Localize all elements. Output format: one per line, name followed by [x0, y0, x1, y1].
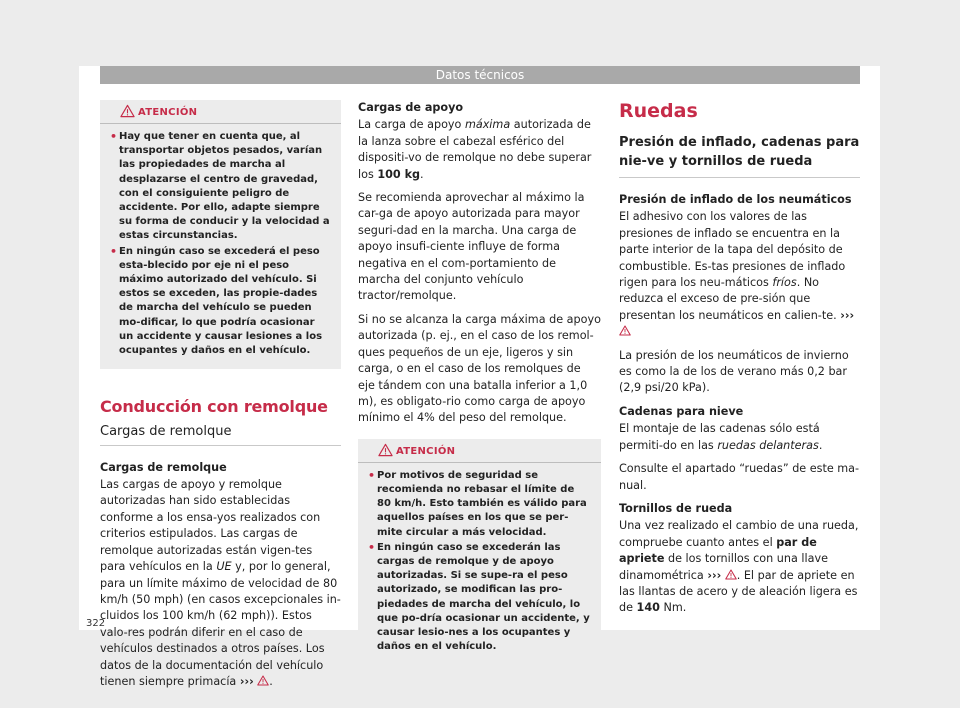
- paragraph: Si no se alcanza la carga máxima de apoyo autorizada (p. ej., en el caso de los remol-ques pequeños de un eje, ligeros y sin carga, o en el caso de los remolques de eje tándem con una batalla inferior a 1,0 m), es obligato-rio como carga de apoyo mínimo el 4% del peso del remolque.: [358, 312, 601, 425]
- warning-triangle-icon: [378, 443, 393, 457]
- paragraph-heading: Presión de inflado de los neumáticos: [619, 193, 852, 206]
- paragraph: La carga de apoyo máxima autorizada de la lanza sobre el cabezal esférico del dispositi-vo de remolque no debe superar los 100 kg.: [358, 118, 592, 181]
- warning-item: • Por motivos de seguridad se recomienda no rebasar el límite de 80 km/h. Esto también es válido para aquellos países en los que se per-mite circular a más velocidad.: [368, 469, 591, 540]
- page-header: Datos técnicos: [100, 66, 860, 84]
- warning-item: • En ningún caso se excederán las cargas de remolque y de apoyo autorizadas. Si se supe-ra el peso autorizado, se modifican las pro-piedades de marcha del vehículo, lo que po-dría ocasionar un accidente, y causar lesio-nes a los ocupantes y daños en el vehículo.: [368, 541, 591, 655]
- paragraph: La presión de los neumáticos de invierno es como la de los de verano más 0,2 bar (2,9 psi/20 kPa).: [619, 348, 849, 395]
- reference-arrows[interactable]: ›››: [840, 308, 855, 322]
- warning-triangle-icon[interactable]: [619, 325, 631, 336]
- warning-header: [358, 439, 601, 463]
- subsection-title: Cargas de remolque: [100, 422, 341, 446]
- warning-box: [100, 100, 341, 369]
- column-left: [100, 100, 341, 697]
- paragraph-heading: Cargas de remolque: [100, 460, 227, 474]
- warning-triangle-icon[interactable]: [725, 569, 737, 580]
- section-title: Ruedas: [619, 100, 698, 122]
- warning-triangle-icon[interactable]: [257, 675, 269, 686]
- paragraph: Las cargas de apoyo y remolque autorizadas han sido establecidas conforme a los ensa-yos realizados con criterios estipulados. Las cargas de remolque autorizadas están vigen-tes para vehículos en la UE y, por lo general, para un límite máximo de velocidad de 80 km/h (50 mph) (en casos excepcionales in-cluidos los 100 km/h (62 mph)). Estos valo-res podrán diferir en el caso de vehículos destinados a otros países. Los datos de la documentación del vehículo tienen siempre primacía ››› .: [100, 478, 341, 688]
- warning-list: [100, 124, 341, 358]
- warning-title: ATENCIÓN: [396, 445, 456, 457]
- reference-arrows[interactable]: ›››: [239, 674, 254, 688]
- paragraph: El montaje de las cadenas sólo está permiti-do en las ruedas delanteras.: [619, 422, 823, 452]
- warning-item: • Hay que tener en cuenta que, al transportar objetos pesados, varían las propiedades de marcha al desplazarse el centro de gravedad, con el consiguiente peligro de accidente. Por ello, adapte siempre su forma de conducir y la velocidad a estas circunstancias.: [110, 130, 331, 244]
- page-number: 322: [86, 618, 106, 629]
- column-right: [619, 100, 860, 624]
- subsection-title: Presión de inflado, cadenas para nie-ve y tornillos de rueda: [619, 133, 860, 178]
- warning-header: [100, 100, 341, 124]
- paragraph-heading: Cargas de apoyo: [358, 101, 464, 114]
- paragraph-heading: Cadenas para nieve: [619, 404, 744, 418]
- warning-box: [358, 439, 601, 666]
- column-middle: [358, 100, 601, 665]
- warning-triangle-icon: [120, 104, 135, 118]
- warning-list: [358, 463, 601, 655]
- reference-arrows[interactable]: ›››: [707, 568, 722, 582]
- warning-title: ATENCIÓN: [138, 107, 198, 118]
- paragraph: Una vez realizado el cambio de una rueda, compruebe cuanto antes el par de apriete de los tornillos con una llave dinamométrica ››› . El par de apriete en las llantas de acero y de aleación ligera es de 140 Nm.: [619, 519, 859, 615]
- paragraph: Consulte el apartado “ruedas” de este ma-nual.: [619, 462, 860, 492]
- paragraph: Se recomienda aprovechar al máximo la car-ga de apoyo autorizada para mayor seguri-dad en la marcha. Una carga de apoyo insufi-ciente influye de forma negativa en el com-portamiento de marcha del conjunto vehículo tractor/remolque.: [358, 191, 585, 303]
- paragraph: El adhesivo con los valores de las presiones de inflado se encuentra en la parte interior de la tapa del depósito de combustible. Es-tas presiones de inflado rigen para los neu-máticos fríos. No reduzca el exceso de pre-sión que presentan los neumáticos en calien-te. ›››: [619, 209, 860, 340]
- section-title: Conducción con remolque: [100, 397, 328, 417]
- warning-item: • En ningún caso se excederá el peso esta-blecido por eje ni el peso máximo autorizado del vehículo. Si estos se exceden, las propie-dades de marcha del vehículo se pueden mo-dificar, lo que podría ocasionar un accidente y causar lesiones a los ocupantes y daños en el vehículo.: [110, 245, 331, 359]
- paragraph-heading: Tornillos de rueda: [619, 501, 733, 515]
